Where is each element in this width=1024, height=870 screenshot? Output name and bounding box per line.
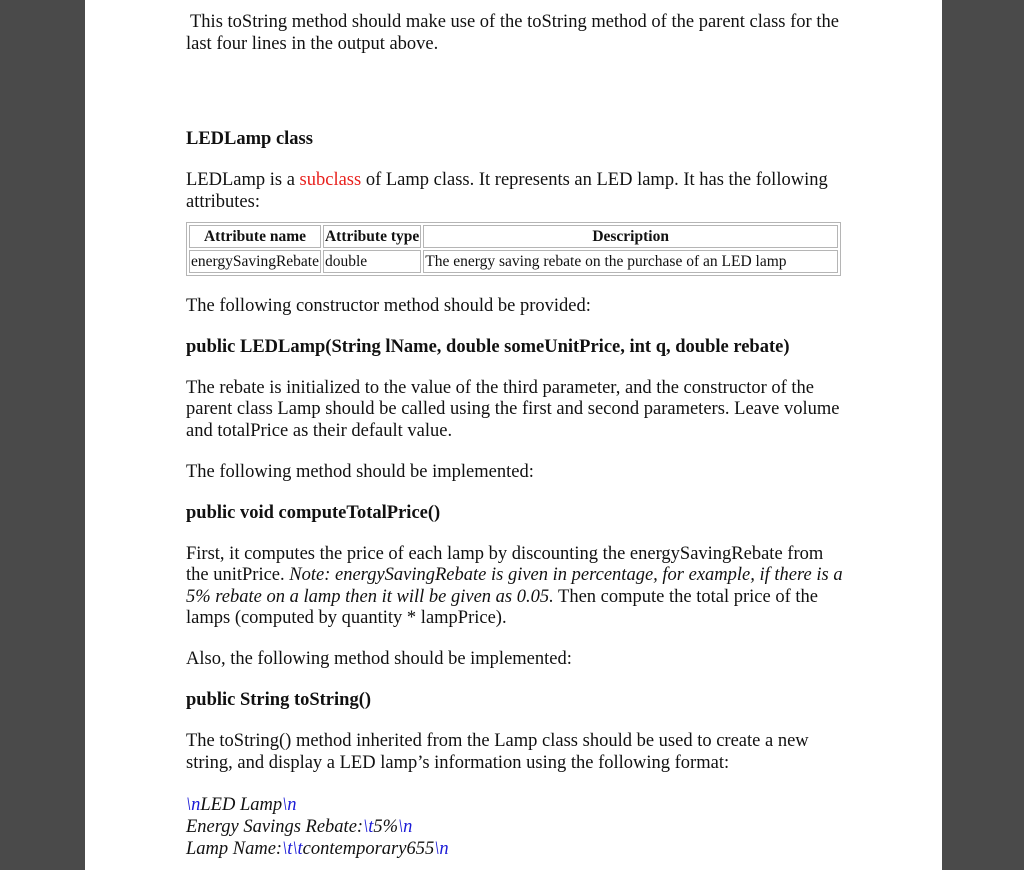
- class-description-text-1: LEDLamp is a: [186, 170, 300, 190]
- escape-sequence: \t\t: [282, 839, 303, 859]
- method-description: [186, 544, 846, 630]
- method-description-note: Note: energySavingRebate is given in percentage, for example, if there is a 5% rebate on a lamp then it will be given as 0.05.: [186, 565, 843, 607]
- format-value: 5%: [373, 817, 399, 837]
- escape-sequence: \n: [398, 817, 413, 837]
- attributes-table: [186, 222, 841, 276]
- section-heading: LEDLamp class: [186, 129, 313, 149]
- table-header-cell: Attribute name: [189, 225, 321, 248]
- format-line: [186, 794, 846, 816]
- format-text: Energy Savings Rebate:: [186, 817, 364, 837]
- escape-sequence: \n: [186, 795, 201, 815]
- table-row: [189, 250, 838, 273]
- output-format-block: [186, 794, 846, 860]
- table-header-cell: Attribute type: [323, 225, 421, 248]
- document-content: [186, 12, 846, 860]
- intro-paragraph: This toString method should make use of the toString method of the parent class for the last four lines in the output above.: [186, 12, 839, 54]
- method-description-text-2: Then compute the total price of the lamps (computed by quantity * lampPrice).: [186, 586, 818, 628]
- class-description-text-2: of Lamp class. It represents an LED lamp. It has the following attributes:: [186, 170, 828, 212]
- format-value: contemporary655: [302, 839, 435, 859]
- escape-sequence: \t: [363, 817, 374, 837]
- table-header-row: [189, 225, 838, 248]
- table-cell: The energy saving rebate on the purchase of an LED lamp: [423, 250, 838, 273]
- format-text: LED Lamp: [200, 795, 283, 815]
- method-description-text-1: First, it computes the price of each lamp by discounting the energySavingRebate from the unitPrice.: [186, 543, 824, 585]
- table-cell: energySavingRebate: [189, 250, 321, 273]
- table-cell: double: [323, 250, 421, 273]
- format-text: Lamp Name:: [186, 839, 283, 859]
- format-line: [186, 816, 846, 838]
- document-page: [85, 0, 942, 870]
- constructor-intro: The following constructor method should be provided:: [186, 295, 591, 316]
- tostring-signature: public String toString(): [186, 690, 372, 710]
- subclass-link[interactable]: subclass: [299, 170, 362, 190]
- class-description: [186, 170, 846, 213]
- also-intro: Also, the following method should be implemented:: [186, 649, 572, 669]
- method-intro: The following method should be implemented:: [186, 461, 534, 482]
- method-signature: public void computeTotalPrice(): [186, 502, 441, 523]
- format-line: [186, 838, 846, 860]
- escape-sequence: \n: [434, 839, 449, 859]
- constructor-description: The rebate is initialized to the value of the third parameter, and the constructor of the parent class Lamp should be called using the first and second parameters. Leave volume and totalPrice as their default value.: [186, 377, 840, 441]
- tostring-description: The toString() method inherited from the Lamp class should be used to create a new string, and display a LED lamp’s information using the following format:: [186, 731, 809, 773]
- constructor-signature: public LEDLamp(String lName, double someUnitPrice, int q, double rebate): [186, 336, 790, 357]
- table-header-cell: Description: [423, 225, 838, 248]
- escape-sequence: \n: [282, 795, 297, 815]
